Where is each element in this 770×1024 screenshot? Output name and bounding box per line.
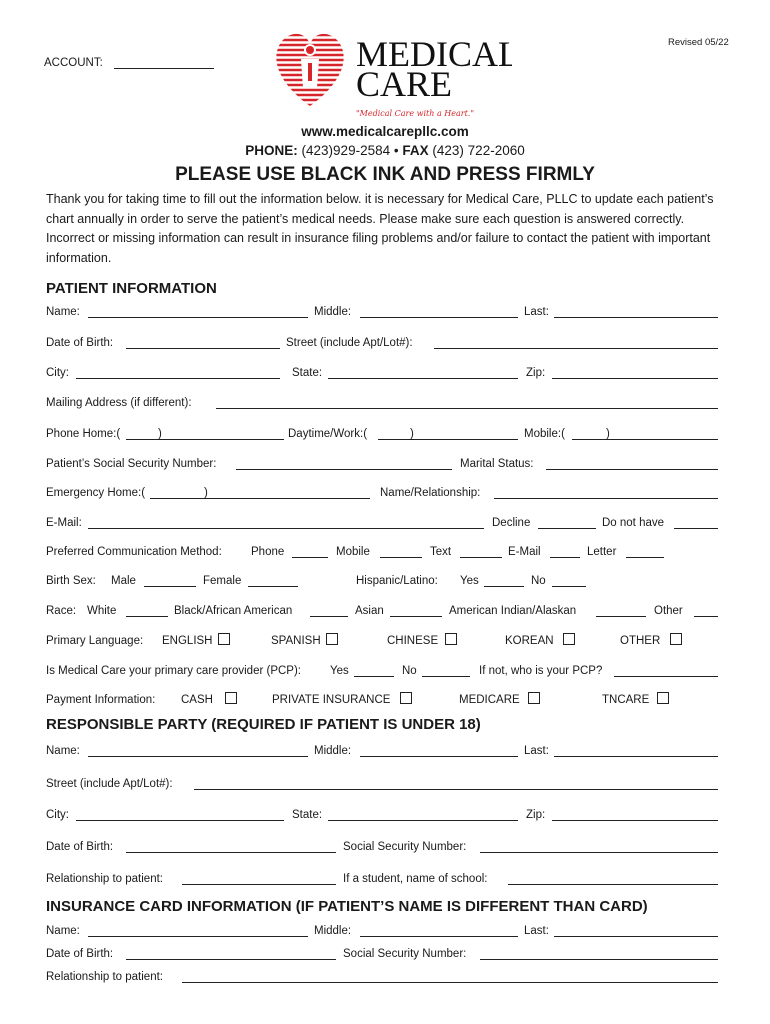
hispanic-yes-field[interactable] [484,586,524,587]
mobile-label: Mobile:( [524,428,565,440]
rp-zip-label: Zip: [526,809,546,821]
race-black-field[interactable] [310,616,348,617]
dob-field[interactable] [126,348,280,349]
city-label: City: [46,367,69,379]
comm-letter-label: Letter [587,546,617,558]
race-black-label: Black/African American [174,605,293,617]
comm-email-label: E-Mail [508,546,541,558]
race-white-field[interactable] [126,616,168,617]
race-asian-label: Asian [355,605,384,617]
ins-dob-label: Date of Birth: [46,948,114,960]
pcp-question-label: Is Medical Care your primary care provider (PCP): [46,665,301,677]
ins-relationship-label: Relationship to patient: [46,971,163,983]
race-american-indian-label: American Indian/Alaskan [449,605,577,617]
comm-phone-label: Phone [251,546,285,558]
lang-other-label: OTHER [620,635,661,647]
payment-tncare-checkbox[interactable] [657,692,669,704]
lang-spanish-label: SPANISH [271,635,321,647]
heart-logo-icon [272,26,512,122]
decline-label: Decline [492,517,531,529]
daytime-work-label: Daytime/Work:( [288,428,368,440]
dob-label: Date of Birth: [46,337,114,349]
ssn-field[interactable] [236,469,452,470]
rp-ssn-label: Social Security Number: [343,841,467,853]
male-field[interactable] [144,586,196,587]
comm-email-field[interactable] [550,557,580,558]
street-field[interactable] [434,348,718,349]
state-field[interactable] [328,378,518,379]
payment-private-insurance-label: PRIVATE INSURANCE [272,694,391,706]
account-label: ACCOUNT: [44,57,103,69]
race-other-label: Other [654,605,683,617]
hispanic-yes-label: Yes [460,575,479,587]
middle-label: Middle: [314,306,352,318]
pcp-yes-field[interactable] [354,676,394,677]
rp-dob-field[interactable] [126,852,336,853]
pcp-who-field[interactable] [614,676,718,677]
race-asian-field[interactable] [390,616,442,617]
preferred-communication-label: Preferred Communication Method: [46,546,222,558]
rp-ssn-field[interactable] [480,852,718,853]
state-label: State: [292,367,323,379]
ins-last-label: Last: [524,925,549,937]
city-field[interactable] [76,378,280,379]
phone-home-field[interactable] [126,439,284,440]
phone-number: (423)929-2584 [301,143,391,158]
ins-middle-field[interactable] [360,936,518,937]
race-other-field[interactable] [694,616,718,617]
mailing-address-field[interactable] [216,408,718,409]
mobile-field[interactable] [572,439,718,440]
pcp-yes-label: Yes [330,665,349,677]
rp-relationship-field[interactable] [182,884,336,885]
daytime-work-field[interactable] [378,439,518,440]
do-not-have-field[interactable] [674,528,718,529]
payment-info-label: Payment Information: [46,694,156,706]
race-white-label: White [87,605,117,617]
ins-last-field[interactable] [554,936,718,937]
phone-home-label: Phone Home:( [46,428,121,440]
lang-chinese-checkbox[interactable] [445,633,457,645]
rp-state-label: State: [292,809,323,821]
rp-zip-field[interactable] [552,820,718,821]
revised-date: Revised 05/22 [668,37,729,48]
rp-dob-label: Date of Birth: [46,841,114,853]
patient-info-heading: PATIENT INFORMATION [46,280,217,297]
marital-status-field[interactable] [546,469,718,470]
name-label: Name: [46,306,80,318]
lang-english-checkbox[interactable] [218,633,230,645]
fax-number: (423) 722-2060 [432,143,525,158]
rp-middle-field[interactable] [360,756,518,757]
rp-name-field[interactable] [88,756,308,757]
comm-mobile-field[interactable] [380,557,422,558]
page-headline: PLEASE USE BLACK INK AND PRESS FIRMLY [175,164,595,185]
rp-city-field[interactable] [76,820,284,821]
lang-spanish-checkbox[interactable] [326,633,338,645]
lang-korean-checkbox[interactable] [563,633,575,645]
name-relationship-label: Name/Relationship: [380,487,481,499]
name-relationship-field[interactable] [494,498,718,499]
payment-cash-checkbox[interactable] [225,692,237,704]
middle-field[interactable] [360,317,518,318]
ins-name-label: Name: [46,925,80,937]
pcp-no-label: No [402,665,417,677]
rp-last-field[interactable] [554,756,718,757]
logo-tagline: "Medical Care with a Heart." [356,109,474,118]
medical-care-logo [272,26,512,122]
logo-text-medical: MEDICAL [356,34,512,74]
phone-label: PHONE: [245,143,298,158]
intro-paragraph: Thank you for taking time to fill out the information below. it is necessary for Medical Care, PLLC to update each patient’s chart annually in order to serve the patient’s medical needs. Please make sure each question is answered correctly. Incorrect or missing information can result in insurance filing problems and/or failure to contact the patient with important information. [46,192,714,265]
lang-korean-label: KOREAN [505,635,554,647]
payment-tncare-label: TNCARE [602,694,650,706]
zip-field[interactable] [552,378,718,379]
mobile-paren: ) [606,428,610,440]
rp-relationship-label: Relationship to patient: [46,873,163,885]
comm-mobile-label: Mobile [336,546,370,558]
comm-letter-field[interactable] [626,557,664,558]
payment-medicare-checkbox[interactable] [528,692,540,704]
rp-school-field[interactable] [508,884,718,885]
ssn-label: Patient’s Social Security Number: [46,458,217,470]
primary-language-label: Primary Language: [46,635,144,647]
hispanic-no-label: No [531,575,546,587]
email-label: E-Mail: [46,517,82,529]
race-american-indian-field[interactable] [596,616,646,617]
female-label: Female [203,575,242,587]
female-field[interactable] [248,586,298,587]
comm-text-label: Text [430,546,452,558]
rp-name-label: Name: [46,745,80,757]
rp-city-label: City: [46,809,69,821]
race-label: Race: [46,605,77,617]
emergency-home-paren: ) [204,487,208,499]
zip-label: Zip: [526,367,546,379]
phone-home-paren: ) [158,428,162,440]
marital-status-label: Marital Status: [460,458,534,470]
pcp-who-label: If not, who is your PCP? [479,665,603,677]
last-label: Last: [524,306,549,318]
birth-sex-label: Birth Sex: [46,575,96,587]
decline-field[interactable] [538,528,596,529]
last-field[interactable] [554,317,718,318]
fax-label: FAX [402,143,429,158]
lang-english-label: ENGLISH [162,635,213,647]
ins-ssn-label: Social Security Number: [343,948,467,960]
name-field[interactable] [88,317,308,318]
rp-street-field[interactable] [194,789,718,790]
ins-ssn-field[interactable] [480,959,718,960]
rp-last-label: Last: [524,745,549,757]
lang-chinese-label: CHINESE [387,635,439,647]
daytime-work-paren: ) [410,428,414,440]
do-not-have-label: Do not have [602,517,665,529]
ins-name-field[interactable] [88,936,308,937]
email-field[interactable] [88,528,484,529]
emergency-home-label: Emergency Home:( [46,487,146,499]
lang-other-checkbox[interactable] [670,633,682,645]
comm-phone-field[interactable] [292,557,328,558]
rp-school-label: If a student, name of school: [343,873,488,885]
street-label: Street (include Apt/Lot#): [286,337,413,349]
hispanic-no-field[interactable] [552,586,586,587]
account-field[interactable] [114,68,214,69]
rp-middle-label: Middle: [314,745,352,757]
payment-medicare-label: MEDICARE [459,694,520,706]
ins-dob-field[interactable] [126,959,336,960]
comm-text-field[interactable] [460,557,502,558]
ins-relationship-field[interactable] [182,982,718,983]
logo-text-care: CARE [356,64,453,104]
payment-cash-label: CASH [181,694,213,706]
bullet-separator: • [393,143,399,158]
ins-middle-label: Middle: [314,925,352,937]
insurance-card-heading: INSURANCE CARD INFORMATION (IF PATIENT’S NAME IS DIFFERENT THAN CARD) [46,898,648,915]
responsible-party-heading: RESPONSIBLE PARTY (REQUIRED IF PATIENT IS UNDER 18) [46,716,481,733]
pcp-no-field[interactable] [422,676,470,677]
mailing-address-label: Mailing Address (if different): [46,397,192,409]
male-label: Male [111,575,136,587]
contact-line [0,143,770,158]
emergency-home-field[interactable] [150,498,370,499]
rp-street-label: Street (include Apt/Lot#): [46,778,173,790]
website-url: www.medicalcarepllc.com [301,124,469,139]
rp-state-field[interactable] [328,820,518,821]
hispanic-latino-label: Hispanic/Latino: [356,575,438,587]
payment-private-insurance-checkbox[interactable] [400,692,412,704]
